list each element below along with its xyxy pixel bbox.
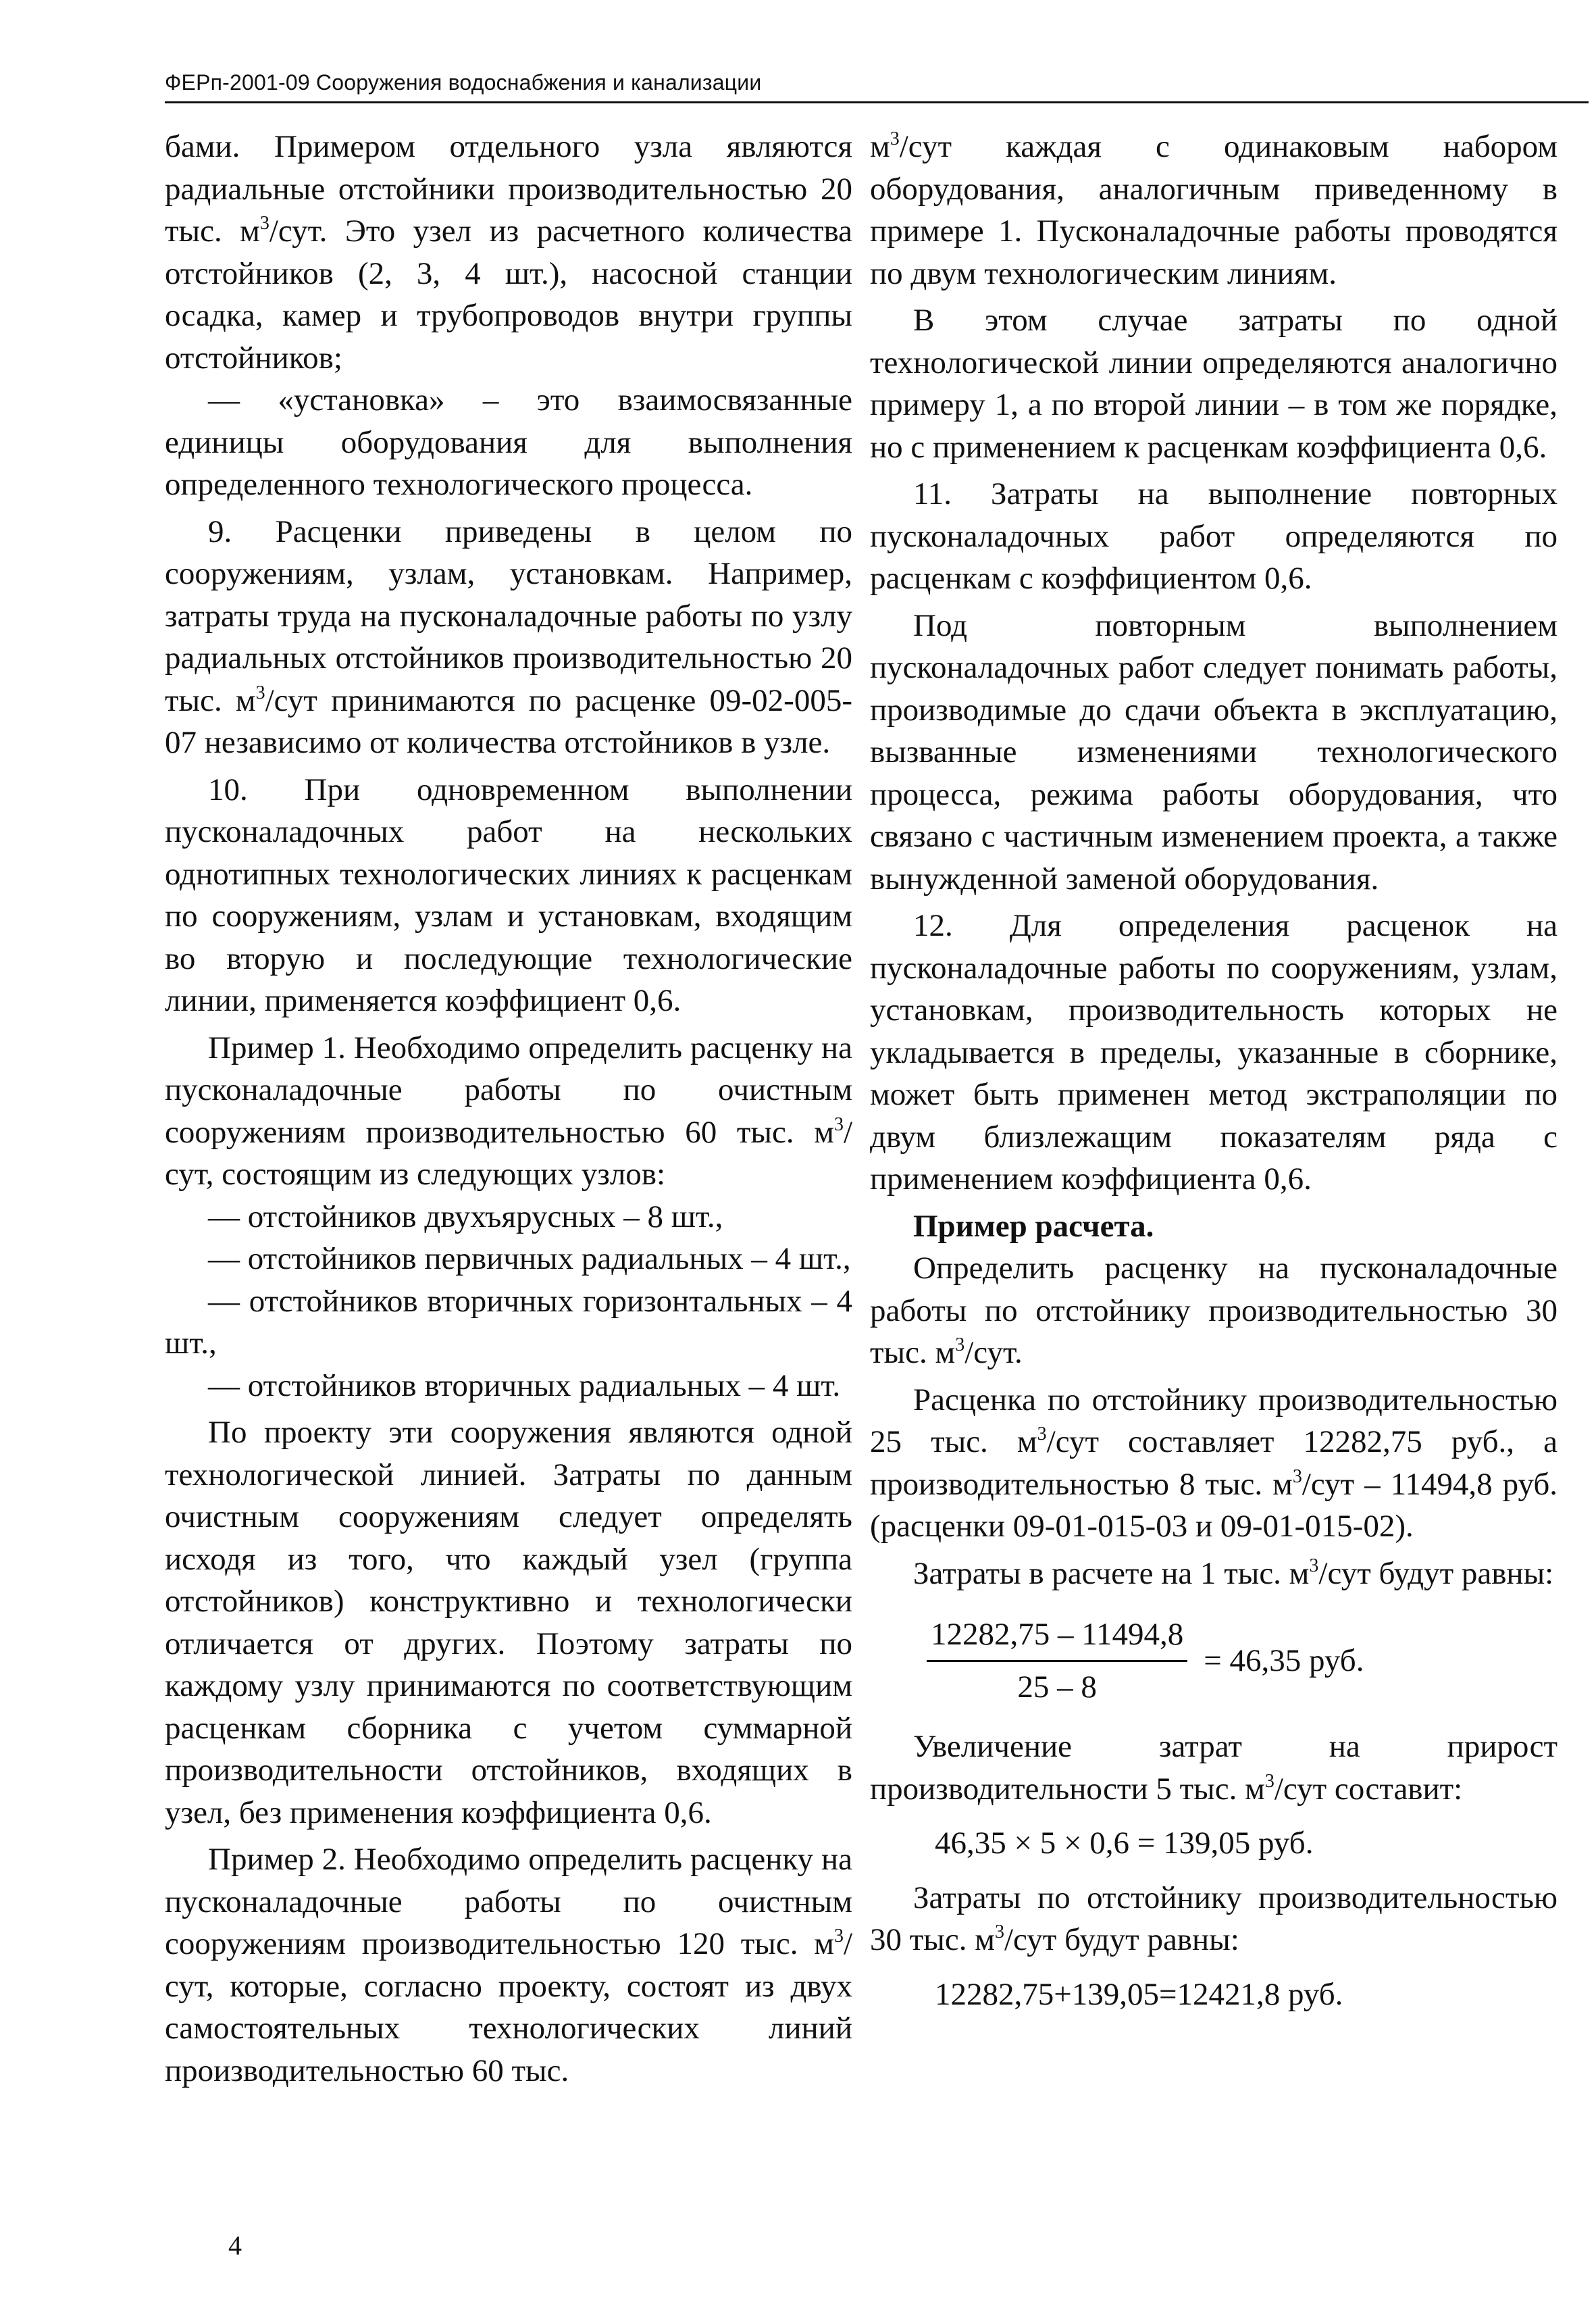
- left-paragraph-4: 10. При одновременном выполнении пусконаладочных работ на нескольких однотипных технологических линиях к расценкам по сооружениям, узлам и установкам, входящим во вторую и последующие технологические линии, применяется коэффициент 0,6.: [165, 772, 852, 1018]
- list-item-3: — отстойников вторичных горизонтальных – 4 шт.,: [165, 1283, 852, 1361]
- formula-per-unit-cost: [927, 1613, 1558, 1708]
- left-paragraph-5: Пример 1. Необходимо определить расценку на пусконаладочные работы по очистным сооружениям производительностью 60 тыс. $м^3$/сут, состоящим из следующих узлов:: [165, 1030, 852, 1192]
- right-paragraph-5: 12. Для определения расценок на пусконаладочные работы по сооружениям, узлам, установкам, производительность которых не укладывается в пределы, указанные в сборнике, может быть применен метод экстраполяции по двум близлежащим показателям ряда с применением коэффициента 0,6.: [870, 908, 1558, 1197]
- left-paragraph-3: 9. Расценки приведены в целом по сооружениям, узлам, установкам. Например, затраты труда на пусконаладочные работы по узлу радиальных отстойников производительностью 20 тыс. $м^3$/сут принимаются по расценке 09-02-005-07 независимо от количества отстойников в узле.: [165, 513, 852, 760]
- right-paragraph-4: Под повторным выполнением пусконаладочных работ следует понимать работы, производимые до сдачи объекта в эксплуатацию, вызванные изменениями технологического процесса, режима работы оборудования, что связано с частичным изменением проекта, а также вынужденной заменой оборудования.: [870, 607, 1558, 897]
- list-item-2: — отстойников первичных радиальных – 4 шт.,: [208, 1241, 851, 1276]
- running-header: ФЕРп-2001-09 Сооружения водоснабжения и канализации: [165, 70, 762, 95]
- formula-fraction: [927, 1613, 1187, 1708]
- page-number: 4: [228, 2230, 242, 2261]
- example-heading: Пример расчета.: [913, 1208, 1154, 1244]
- formula-increase: 46,35 × 5 × 0,6 = 139,05 руб.: [935, 1826, 1314, 1861]
- left-paragraph-6: По проекту эти сооружения являются одной технологической линией. Затраты по данным очистным сооружениям следует определять исходя из того, что каждый узел (группа отстойников) конструктивно и технологически отличается от других. Поэтому затраты по каждому узлу принимаются по соответствующим расценкам сборника с учетом суммарной производительности отстойников, входящих в узел, без применения коэффициента 0,6.: [165, 1415, 852, 1830]
- right-paragraph-10: Затраты по отстойнику производительностью 30 тыс. $м^3$/сут будут равны:: [870, 1880, 1558, 1957]
- formula-total: 12282,75+139,05=12421,8 руб.: [935, 1976, 1343, 2012]
- left-paragraph-1: бами. Примером отдельного узла являются радиальные отстойники производительностью 20 тыс. $м^3$/сут. Это узел из расчетного количества отстойников (2, 3, 4 шт.), насосной станции осадка, камер и трубопроводов внутри группы отстойников;: [165, 129, 852, 376]
- left-paragraph-2: — «установка» – это взаимосвязанные единицы оборудования для выполнения определенного технологического процесса.: [165, 382, 852, 502]
- formula-denominator: 25 – 8: [1017, 1669, 1097, 1705]
- right-paragraph-6: Определить расценку на пусконаладочные работы по отстойнику производительностью 30 тыс. $м^3$/сут.: [870, 1251, 1558, 1370]
- header-divider: [165, 101, 1589, 103]
- list-item-4: — отстойников вторичных радиальных – 4 шт.: [208, 1367, 841, 1403]
- right-paragraph-7: Расценка по отстойнику производительностью 25 тыс. $м^3$/сут составляет 12282,75 руб., а производительностью 8 тыс. $м^3$/сут – 11494,8 руб. (расценки 09-01-015-03 и 09-01-015-02).: [870, 1382, 1558, 1544]
- right-paragraph-9: Увеличение затрат на прирост производительности 5 тыс. $м^3$/сут составит:: [870, 1729, 1558, 1807]
- right-column: [870, 126, 1558, 2015]
- left-column: [165, 126, 852, 2092]
- formula-numerator: 12282,75 – 11494,8: [927, 1613, 1187, 1662]
- left-paragraph-7: Пример 2. Необходимо определить расценку на пусконаладочные работы по очистным сооружениям производительностью 120 тыс. $м^3$/сут, которые, согласно проекту, состоят из двух самостоятельных технологических линий производительностью 60 тыс.: [165, 1842, 852, 2088]
- formula-result: = 46,35 руб.: [1204, 1642, 1364, 1678]
- right-paragraph-8: Затраты в расчете на 1 тыс. $м^3$/сут будут равны:: [913, 1555, 1554, 1591]
- right-paragraph-3: 11. Затраты на выполнение повторных пусконаладочных работ определяются по расценкам с коэффициентом 0,6.: [870, 476, 1558, 596]
- right-paragraph-2: В этом случае затраты по одной технологической линии определяются аналогично примеру 1, а по второй линии – в том же порядке, но с применением к расценкам коэффициента 0,6.: [870, 303, 1558, 465]
- list-item-1: — отстойников двухъярусных – 8 шт.,: [208, 1199, 723, 1234]
- right-paragraph-1: $м^3$/сут каждая с одинаковым набором оборудования, аналогичным приведенному в примере 1. Пусконаладочные работы проводятся по двум технологическим линиям.: [870, 128, 1558, 291]
